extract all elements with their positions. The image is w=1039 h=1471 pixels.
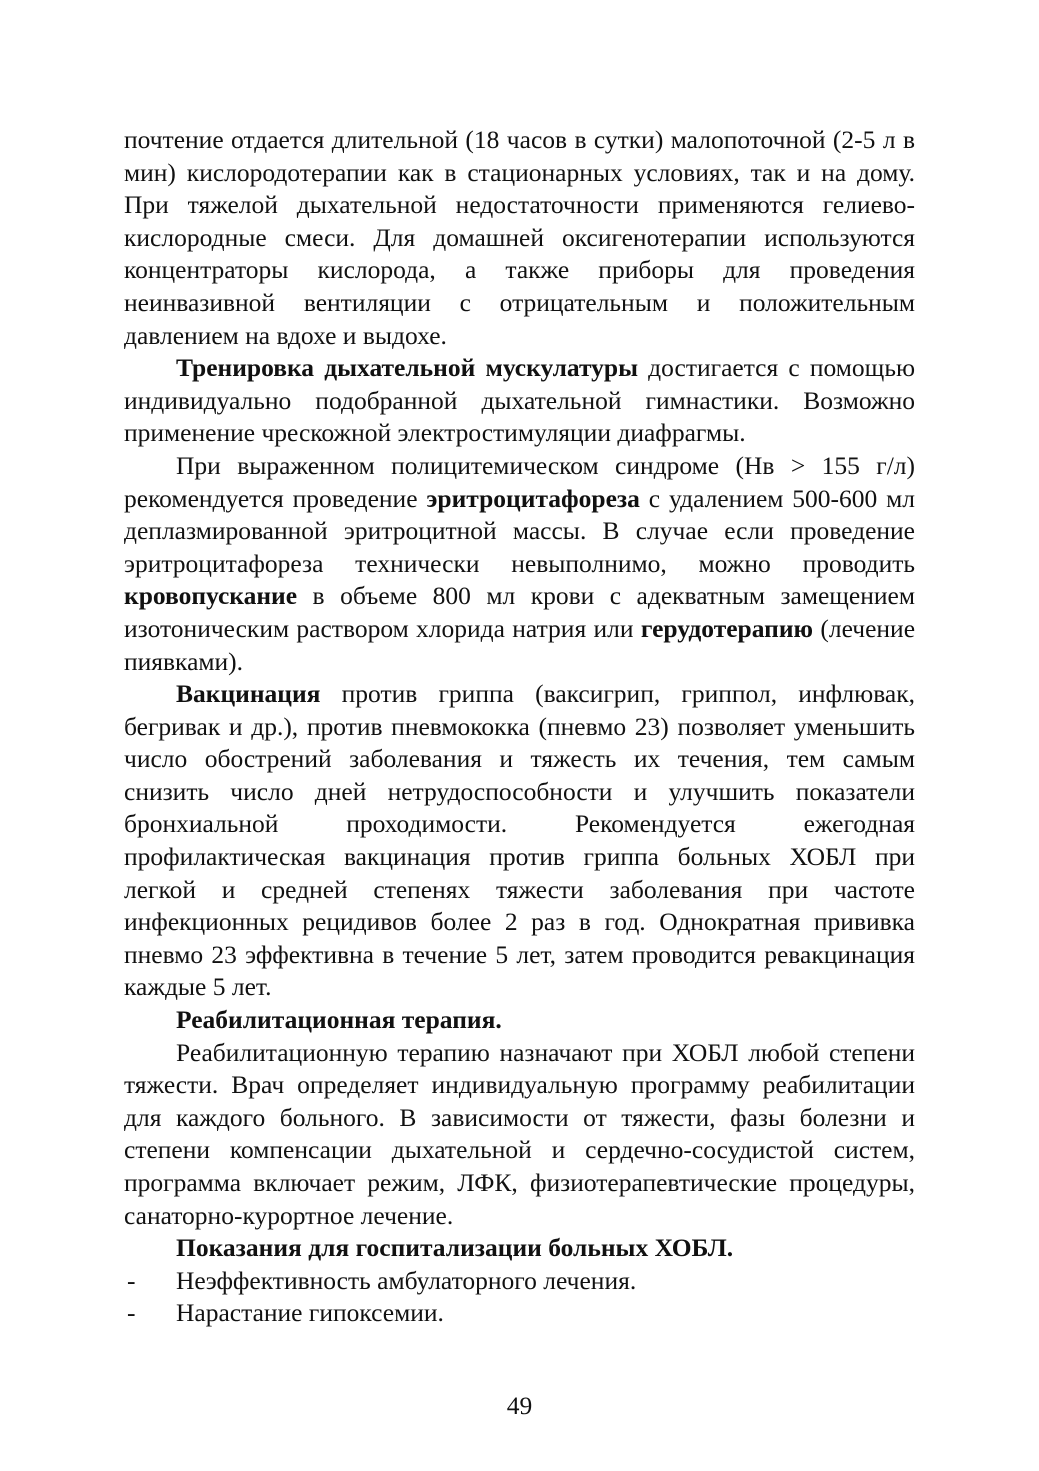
bold-term-vaccination: Вакцинация	[176, 679, 321, 709]
bold-term-respiratory-training: Тренировка дыхательной мускулатуры	[176, 353, 638, 383]
heading-hospitalization: Показания для госпитализации больных ХОБЛ.	[176, 1233, 734, 1263]
list-item	[124, 1297, 915, 1330]
paragraph-rehabilitation: Реабилитационную терапию назначают при ХОБЛ любой степени тяжести. Врач определяет индивидуальную программу реабилитации для каждого больного. В зависимости от тяжести, фазы болезни и степени компенсации дыхательной и сердечно-сосудистой систем, программа включает режим, ЛФК, физиотерапевтические процедуры, санаторно-курортное лечение.	[124, 1037, 915, 1230]
list-item-text: Нарастание гипоксемии.	[176, 1298, 444, 1328]
paragraph-text: (лечение пиявками).	[124, 613, 916, 676]
paragraph-oxygen-therapy: почтение отдается длительной (18 часов в сутки) малопоточной (2-5 л в мин) кислородотерапии как в стационарных условиях, так и на дому. При тяжелой дыхательной недостаточности применяются гелиево-кислородные смеси. Для домашней оксигенотерапии используются концентраторы кислорода, а также приборы для проведения неинвазивной вентиляции с отрицательным и положительным давлением на вдохе и выдохе.	[124, 125, 915, 350]
bold-term-erythrocytapheresis: эритроцитафореза	[426, 483, 640, 513]
paragraph-text: в объеме 800 мл крови с адекватным замещением изотоническим раствором хлорида натрия или	[124, 581, 915, 643]
paragraph-respiratory-training	[124, 352, 915, 450]
paragraph-polycythemia	[124, 450, 915, 678]
list-item-text: Неэффективность амбулаторного лечения.	[176, 1265, 637, 1295]
bold-term-bloodletting: кровопускание	[124, 581, 298, 611]
paragraph-text: с удалением 500-600 мл деплазмированной эритроцитной массы. В случае если проведение эритроцитафореза технически невыполнимо, можно проводить	[124, 483, 915, 578]
page-body	[124, 124, 915, 1330]
page-number: 49	[506, 1391, 533, 1420]
heading-rehabilitation: Реабилитационная терапия.	[176, 1005, 502, 1035]
paragraph-text: достигается с помощью индивидуально подобранной дыхательной гимнастики. Возможно применение чрескожной электростимуляции диафрагмы.	[124, 353, 916, 448]
bold-term-hirudotherapy: герудотерапию	[640, 613, 814, 643]
list-marker: -	[127, 1298, 136, 1328]
paragraph-vaccination	[124, 678, 915, 1004]
list-marker: -	[127, 1265, 136, 1295]
hospitalization-indications-list	[124, 1265, 915, 1330]
list-item	[124, 1265, 915, 1298]
paragraph-text: против гриппа (ваксигрип, гриппол, инфлювак, бегривак и др.), против пневмококка (пневмо 23) позволяет уменьшить число обострений заболевания и тяжесть их течения, тем самым снизить число дней нетрудоспособности и улучшить показатели бронхиальной проходимости. Рекомендуется ежегодная профилактическая вакцинация против гриппа больных ХОБЛ при легкой и средней степенях тяжести заболевания при частоте инфекционных рецидивов более 2 раз в год. Однократная прививка пневмо 23 эффективна в течение 5 лет, затем проводится ревакцинация каждые 5 лет.	[124, 679, 915, 1002]
paragraph-text: При выраженном полицитемическом синдроме (Нв > 155 г/л) рекомендуется проведение	[124, 450, 915, 513]
